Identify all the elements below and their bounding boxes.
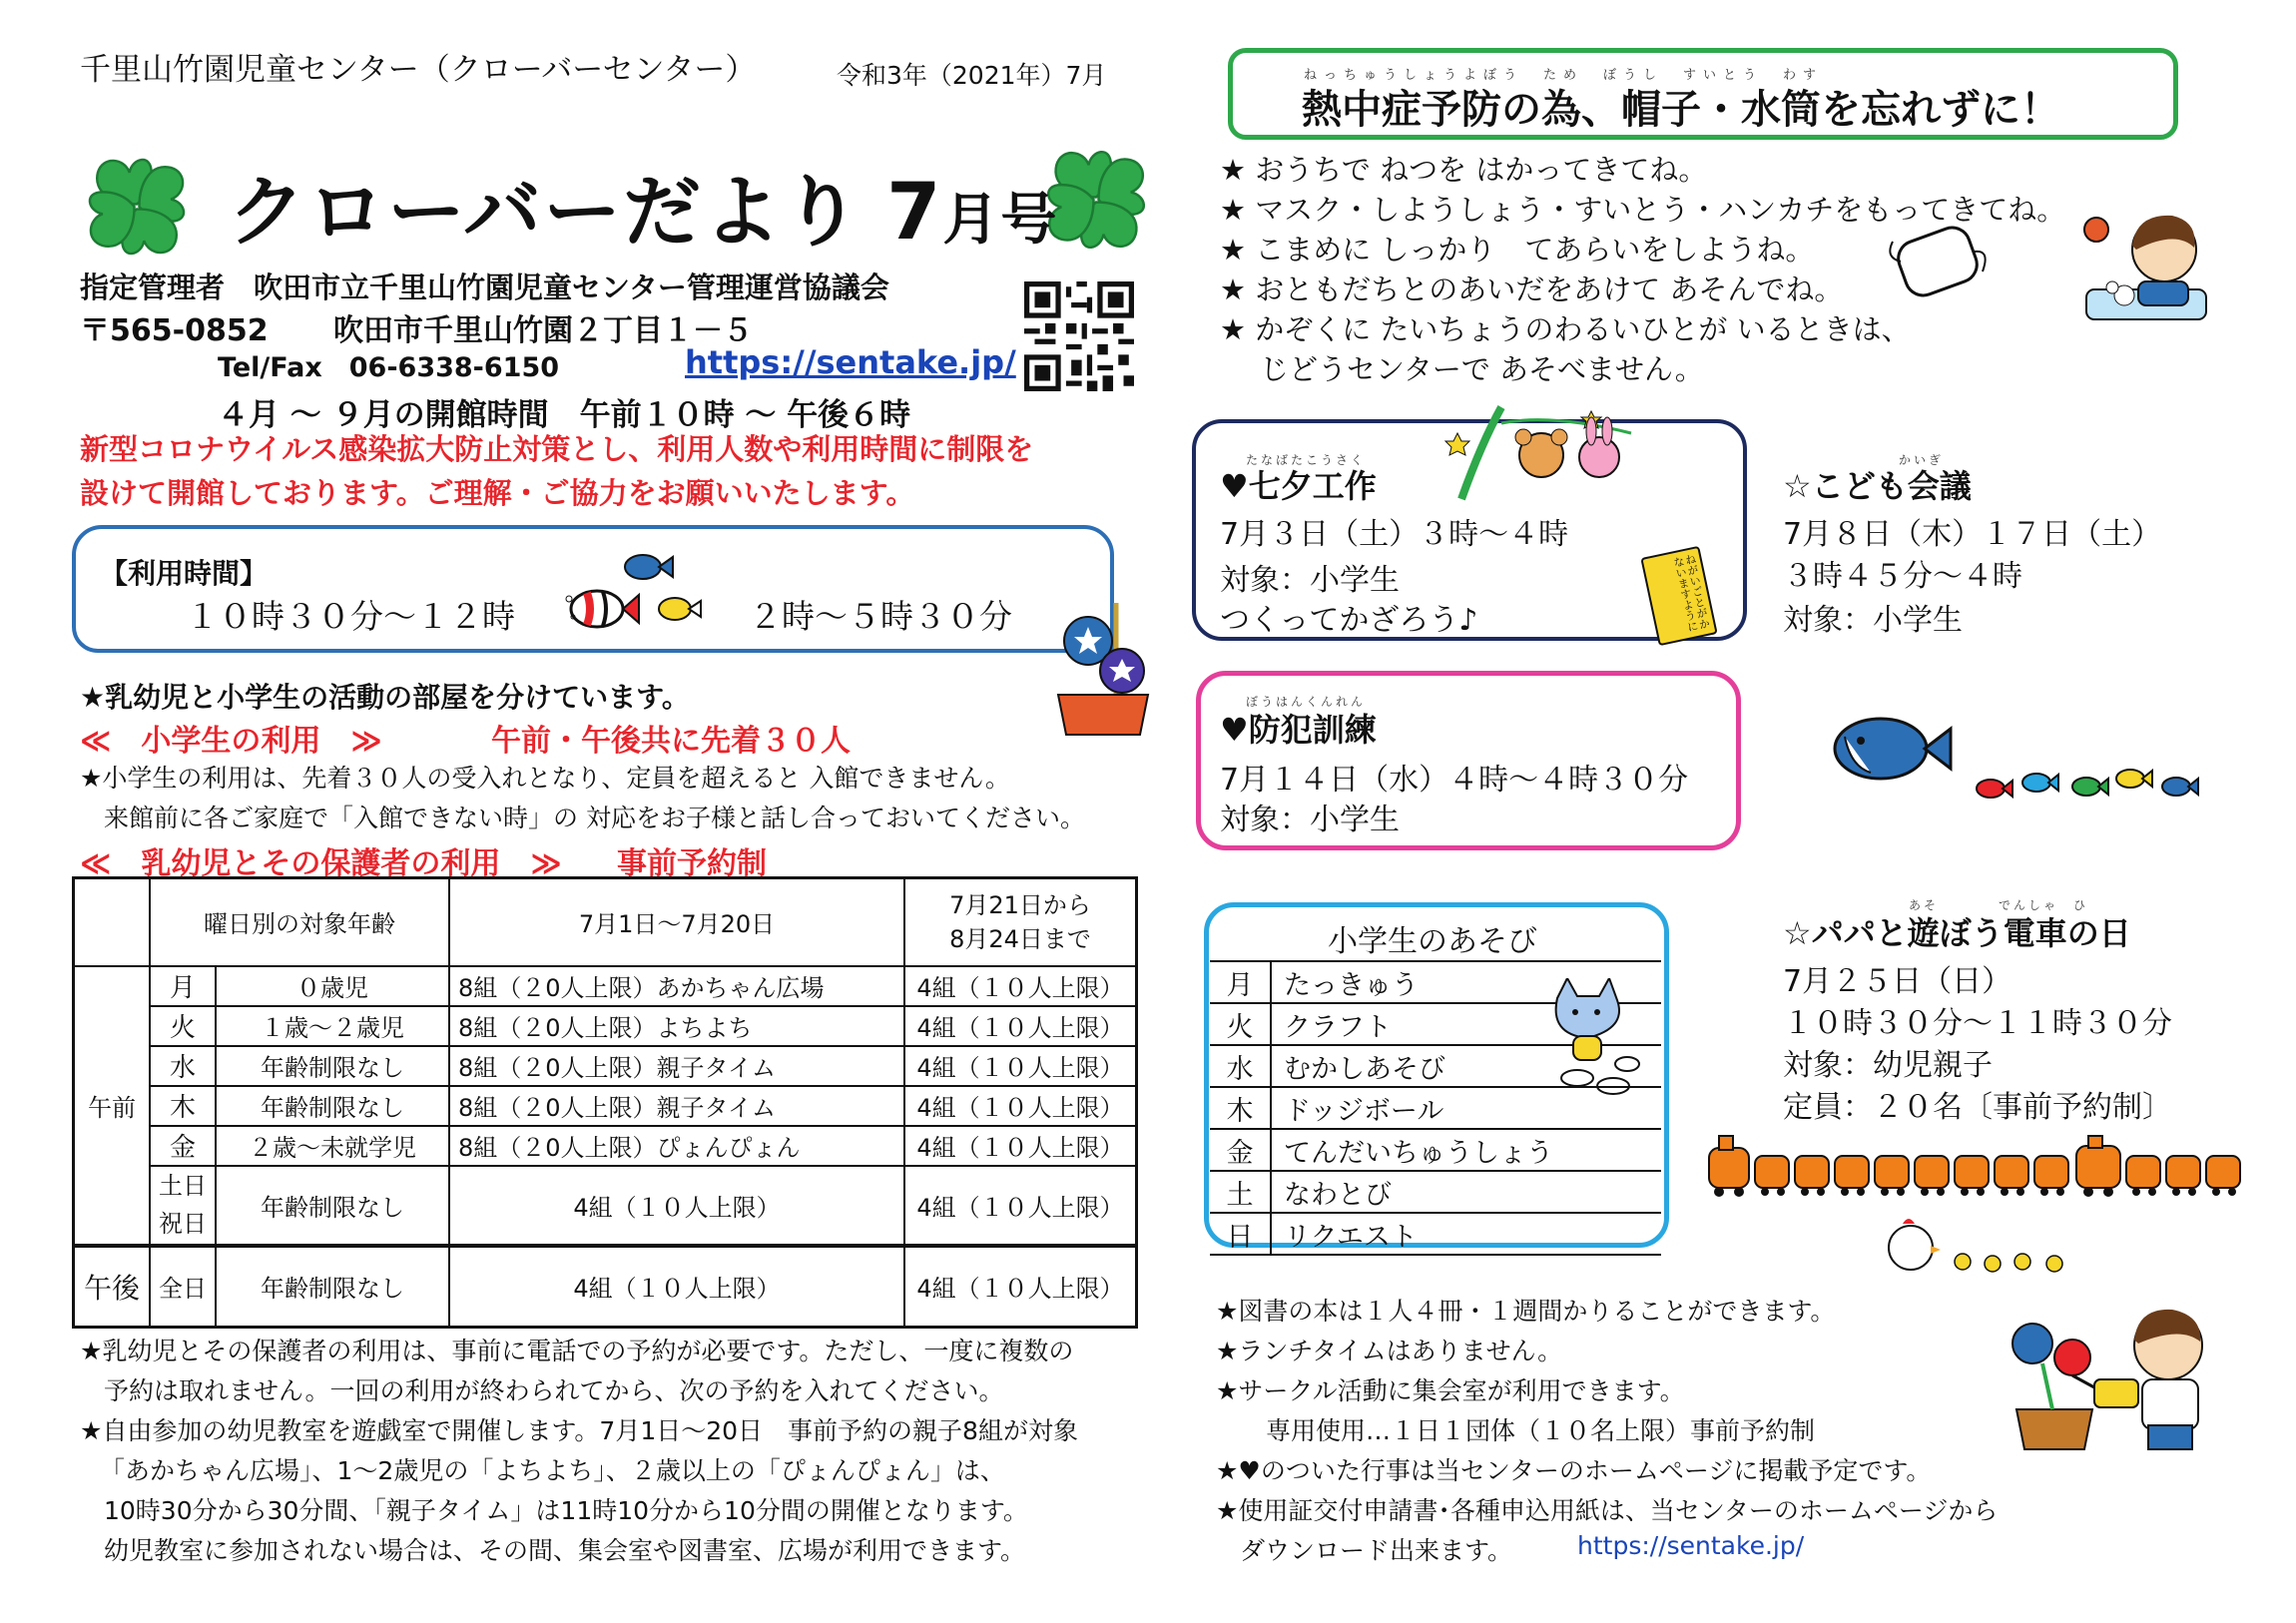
tanabata-title: ♥七夕工作: [1220, 467, 1377, 505]
covid-notice-line1: 新型コロナウイルス感染拡大防止対策とし、利用人数や利用時間に制限を: [80, 432, 1034, 466]
hours-label: 【利用時間】: [100, 557, 269, 590]
day-cell: 金: [150, 1126, 216, 1166]
crime-target: 対象：小学生: [1220, 803, 1400, 837]
page-title: [228, 150, 1058, 262]
heatstroke-item: ★ こまめに しっかり てあらいをしようね。: [1220, 233, 1815, 267]
heatstroke-item: ★ マスク・しようしょう・すいとう・ハンカチをもってきてね。: [1220, 193, 2066, 227]
period1-cell: 8組（２0人上限）あかちゃん広場: [449, 966, 904, 1006]
col-period2-line2: 8月24日まで: [949, 924, 1091, 953]
cat-jumping-rope-icon: [1537, 978, 1647, 1108]
qr-code-icon: [1024, 281, 1134, 391]
table-row: [74, 1006, 1137, 1046]
col-period1-header: 7月1日～7月20日: [449, 878, 904, 966]
play-activity: なわとび: [1271, 1171, 1661, 1213]
table-header-row: [74, 878, 1137, 966]
train-icon: [1705, 1134, 2250, 1200]
right-note: ★ランチタイムはありません。: [1216, 1337, 1563, 1365]
address: 吹田市千里山竹園２丁目１－５: [333, 313, 753, 348]
hours-afternoon: ２時～５時３０分: [749, 597, 1012, 636]
tanabata-date: 7月３日（土）３時～４時: [1220, 517, 1569, 552]
elementary-capacity: 午前・午後共に先着３０人: [491, 724, 851, 759]
play-activity: てんだいちゅうしょう: [1271, 1129, 1661, 1171]
papa-time: １０時３０分～１１時３０分: [1783, 1006, 2172, 1041]
day-cell: 木: [150, 1086, 216, 1126]
table-row-pm: [74, 1246, 1137, 1328]
pm-label: 午後: [74, 1246, 151, 1328]
heatstroke-item: ★ おともだちとのあいだをあけて あそんでね。: [1220, 272, 1844, 306]
opening-hours: ４月 ～ ９月の開館時間 午前１０時 ～ 午後６時: [218, 397, 911, 433]
manager: 指定管理者 吹田市立千里山竹園児童センター管理運営協議会: [80, 270, 889, 304]
fish-row-icon: [1831, 707, 2250, 816]
infant-heading: ≪ 乳幼児とその保護者の利用 ≫: [80, 846, 562, 881]
tanabata-note: つくってかざろう♪: [1220, 603, 1478, 638]
rooms-note: ★乳幼児と小学生の活動の部屋を分けています。: [80, 681, 690, 714]
age-cell: 年齢制限なし: [216, 1246, 449, 1328]
papa-capacity: 定員：２０名〔事前予約制〕: [1783, 1090, 2172, 1125]
play-day: 水: [1210, 1045, 1271, 1087]
period1-cell: 8組（２0人上限）親子タイム: [449, 1086, 904, 1126]
table-row: [74, 1086, 1137, 1126]
period2-cell: 4組（１０人上限）: [904, 1006, 1137, 1046]
table-corner: [74, 878, 151, 966]
elementary-note2: 来館前に各ご家庭で「入館できない時」の 対応をお子様と話し合っておいてください。: [104, 804, 1085, 832]
center-name: 千里山竹園児童センター（クローバーセンター）: [80, 52, 757, 88]
kids-meeting-title: ☆こども会議: [1783, 467, 1972, 505]
morning-glory-icon: [1048, 599, 1158, 739]
period1-cell: 4組（１０人上限）: [449, 1166, 904, 1246]
play-day: 土: [1210, 1171, 1271, 1213]
play-day: 月: [1210, 961, 1271, 1003]
col-age-header: 曜日別の対象年齢: [150, 878, 449, 966]
col-period2-header: [904, 878, 1137, 966]
heatstroke-ruby: ねっちゅうしょうよぼう ため ぼうし すいとう わす: [1304, 68, 1824, 83]
period1-cell: 8組（２0人上限）ぴょんぴょん: [449, 1126, 904, 1166]
hours-morning: １０時３０分～１２時: [186, 597, 515, 636]
heatstroke-item: じどうセンターで あそべません。: [1260, 352, 1704, 386]
period2-cell: 4組（１０人上限）: [904, 1246, 1137, 1328]
heatstroke-title: 熱中症予防の為、帽子・水筒を忘れずに！: [1302, 87, 2060, 133]
play-day: 木: [1210, 1087, 1271, 1129]
table-row: [74, 1126, 1137, 1166]
age-cell: 年齢制限なし: [216, 1086, 449, 1126]
col-period2-line1: 7月21日から: [949, 890, 1091, 919]
table-row-weekend: [74, 1166, 1137, 1246]
period2-cell: 4組（１０人上限）: [904, 1086, 1137, 1126]
elementary-heading: ≪ 小学生の利用 ≫: [80, 724, 382, 759]
period1-cell: 8組（２0人上限）よちよち: [449, 1006, 904, 1046]
website-link[interactable]: https://sentake.jp/: [685, 343, 1016, 381]
day-cell: 全日: [150, 1246, 216, 1328]
papa-date: 7月２５日（日）: [1783, 964, 2012, 999]
papa-title: ☆パパと遊ぼう電車の日: [1783, 914, 2131, 952]
boy-washing-hands-icon: [2076, 200, 2216, 329]
play-day: 火: [1210, 1003, 1271, 1045]
issue-date: 令和3年（2021年）7月: [837, 61, 1107, 90]
play-title: 小学生のあそび: [1328, 924, 1537, 959]
table-row: [74, 1046, 1137, 1086]
play-activity: たっきゅう: [1271, 961, 1661, 1003]
bottom-note: 「あかちゃん広場」、1～2歳児の「よちよち」、２歳以上の「ぴょんぴょん」は、: [100, 1456, 1005, 1485]
period2-cell: 4組（１０人上限）: [904, 1046, 1137, 1086]
period1-cell: 8組（２0人上限）親子タイム: [449, 1046, 904, 1086]
play-day: 日: [1210, 1213, 1271, 1255]
bottom-note: ★自由参加の幼児教室を遊戯室で開催します。7月1日～20日 事前予約の親子8組が対象: [80, 1416, 1078, 1445]
tanabata-ruby: たなばたこうさく: [1246, 453, 1367, 467]
right-note: ★使用証交付申請書･各種申込用紙は、当センターのホームページから: [1216, 1496, 1999, 1525]
bottom-note: ★乳幼児とその保護者の利用は、事前に電話での予約が必要です。ただし、一度に複数の: [80, 1337, 1074, 1365]
crime-date: 7月１４日（水）４時～４時３０分: [1220, 763, 1689, 798]
right-note: ダウンロード出来ます。: [1240, 1536, 1513, 1565]
day-cell: 火: [150, 1006, 216, 1046]
play-day: 金: [1210, 1129, 1271, 1171]
play-activity: クラフト: [1271, 1003, 1661, 1045]
day-cell: 月: [150, 966, 216, 1006]
infant-reservation: 事前予約制: [617, 846, 767, 881]
boy-watering-flowers-icon: [2003, 1300, 2222, 1459]
elementary-note1: ★小学生の利用は、先着３０人の受入れとなり、定員を超えると 入館できません。: [80, 764, 1010, 793]
am-label: 午前: [74, 966, 151, 1246]
holiday-label: 祝日: [159, 1210, 207, 1238]
papa-target: 対象：幼児親子: [1783, 1048, 1993, 1083]
heatstroke-item: ★ かぞくに たいちょうのわるいひとが いるときは、: [1220, 312, 1911, 346]
weekend-label: 土日: [159, 1172, 207, 1200]
title-text: クローバーだより: [228, 168, 863, 258]
age-cell: 年齢制限なし: [216, 1046, 449, 1086]
kids-meeting-ruby: かいぎ: [1899, 453, 1945, 467]
period2-cell: 4組（１０人上限）: [904, 966, 1137, 1006]
period2-cell: 4組（１０人上限）: [904, 1126, 1137, 1166]
papa-ruby: あそ でんしゃ ひ: [1909, 898, 2089, 912]
age-cell: ２歳～未就学児: [216, 1126, 449, 1166]
right-website-link[interactable]: https://sentake.jp/: [1577, 1531, 1805, 1560]
day-cell: 水: [150, 1046, 216, 1086]
crime-ruby: ぼうはんくんれん: [1246, 695, 1367, 709]
postal-code: 〒565-0852: [80, 313, 269, 348]
play-row: [1210, 1171, 1661, 1213]
crime-title: ♥防犯訓練: [1220, 711, 1377, 749]
kids-meeting-dates: 7月８日（木）１７日（土）: [1783, 517, 2162, 552]
tanzaku-wish-card: ねがいごとがかないますように: [1640, 546, 1717, 647]
weekend-day-cell: [150, 1166, 216, 1246]
play-row: [1210, 1213, 1661, 1255]
clover-icon: [76, 146, 198, 268]
bottom-note: 幼児教室に参加されない場合は、その間、集会室や図書室、広場が利用できます。: [104, 1536, 1026, 1565]
age-cell: 年齢制限なし: [216, 1166, 449, 1246]
heatstroke-item: ★ おうちで ねつを はかってきてね。: [1220, 153, 1708, 187]
mask-icon: [1883, 222, 1993, 301]
issue-number: 7: [886, 168, 943, 258]
right-note: ★サークル活動に集会室が利用できます。: [1216, 1376, 1685, 1405]
kids-meeting-time: ３時４５分～４時: [1783, 559, 2022, 594]
fish-illustration-icon: [547, 547, 707, 637]
play-activity: むかしあそび: [1271, 1045, 1661, 1087]
covid-notice-line2: 設けて開館しております。ご理解・ご協力をお願いいたします。: [80, 476, 915, 510]
play-activity: リクエスト: [1271, 1213, 1661, 1255]
tel-fax: Tel/Fax 06-6338-6150: [218, 352, 560, 383]
age-cell: １歳～２歳児: [216, 1006, 449, 1046]
bottom-note: 予約は取れません。一回の利用が終わられてから、次の予約を入れてください。: [104, 1376, 1004, 1405]
right-note: ★図書の本は１人４冊・１週間かりることができます。: [1216, 1297, 1836, 1326]
bottom-note: 10時30分から30分間、「親子タイム」は11時10分から10分間の開催となります。: [104, 1496, 1028, 1525]
kids-meeting-target: 対象：小学生: [1783, 603, 1963, 638]
tanabata-target: 対象：小学生: [1220, 563, 1400, 598]
chicken-chicks-icon: [1883, 1212, 2082, 1282]
issue-suffix: 月号: [942, 188, 1059, 253]
age-cell: ０歳児: [216, 966, 449, 1006]
tanabata-animals-icon: [1441, 403, 1657, 503]
period2-cell: 4組（１０人上限）: [904, 1166, 1137, 1246]
play-row: [1210, 1129, 1661, 1171]
play-activity: ドッジボール: [1271, 1087, 1661, 1129]
schedule-table: [72, 876, 1138, 1329]
period1-cell: 4組（１０人上限）: [449, 1246, 904, 1328]
right-note: ★♥のついた行事は当センターのホームページに掲載予定です。: [1216, 1456, 1932, 1485]
right-note: 専用使用…１日１団体（１０名上限）事前予約制: [1266, 1416, 1816, 1445]
table-row: [74, 966, 1137, 1006]
